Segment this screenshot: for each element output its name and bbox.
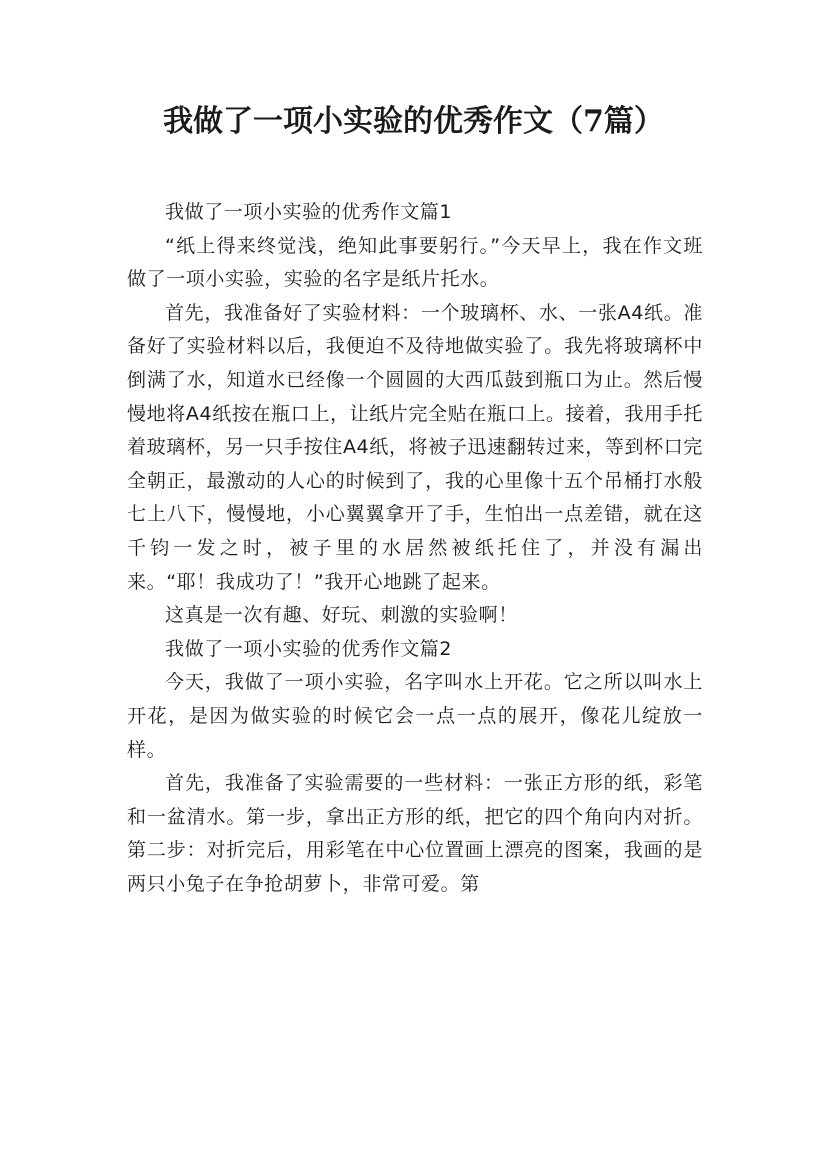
section-heading-1: 我做了一项小实验的优秀作文篇1	[165, 201, 453, 223]
paragraph-experiment-steps: 首先，我准备好了实验材料：一个玻璃杯、水、一张A4纸。准备好了实验材料以后，我便迫不及待地做实验了。我先将玻璃杯中倒满了水，知道水已经像一个圆圆的大西瓜鼓到瓶口为止。然后慢慢地将A4纸按在瓶口上，让纸片完全贴在瓶口上。接着，我用手托着玻璃杯，另一只手按住A4纸，将被子迅速翻转过来，等到杯口完全朝正，最激动的人心的时候到了，我的心里像十五个吊桶打水般七上八下，慢慢地，小心翼翼拿开了手，生怕出一点差错，就在这千钧一发之时，被子里的水居然被纸托住了，并没有漏出来。“耶！我成功了！”我开心地跳了起来。	[127, 301, 703, 593]
paragraph-intro-2: 今天，我做了一项小实验，名字叫水上开花。它之所以叫水上开花，是因为做实验的时候它会一点一点的展开，像花儿绽放一样。	[127, 671, 703, 761]
document-body	[127, 196, 703, 901]
section-heading-2: 我做了一项小实验的优秀作文篇2	[165, 637, 453, 660]
paragraph-materials-2: 首先，我准备了实验需要的一些材料：一张正方形的纸，彩笔和一盆清水。第一步，拿出正方形的纸，把它的四个角向内对折。第二步：对折完后，用彩笔在中心位置画上漂亮的图案，我画的是两只小兔子在争抢胡萝卜，非常可爱。第	[127, 772, 703, 895]
paragraph-quote-intro: “纸上得来终觉浅，绝知此事要躬行。”今天早上，我在作文班做了一项小实验，实验的名字是纸片托水。	[127, 234, 703, 291]
paragraph-conclusion: 这真是一次有趣、好玩、刺激的实验啊！	[165, 604, 518, 627]
document-title: 我做了一项小实验的优秀作文（7篇）	[163, 104, 664, 139]
